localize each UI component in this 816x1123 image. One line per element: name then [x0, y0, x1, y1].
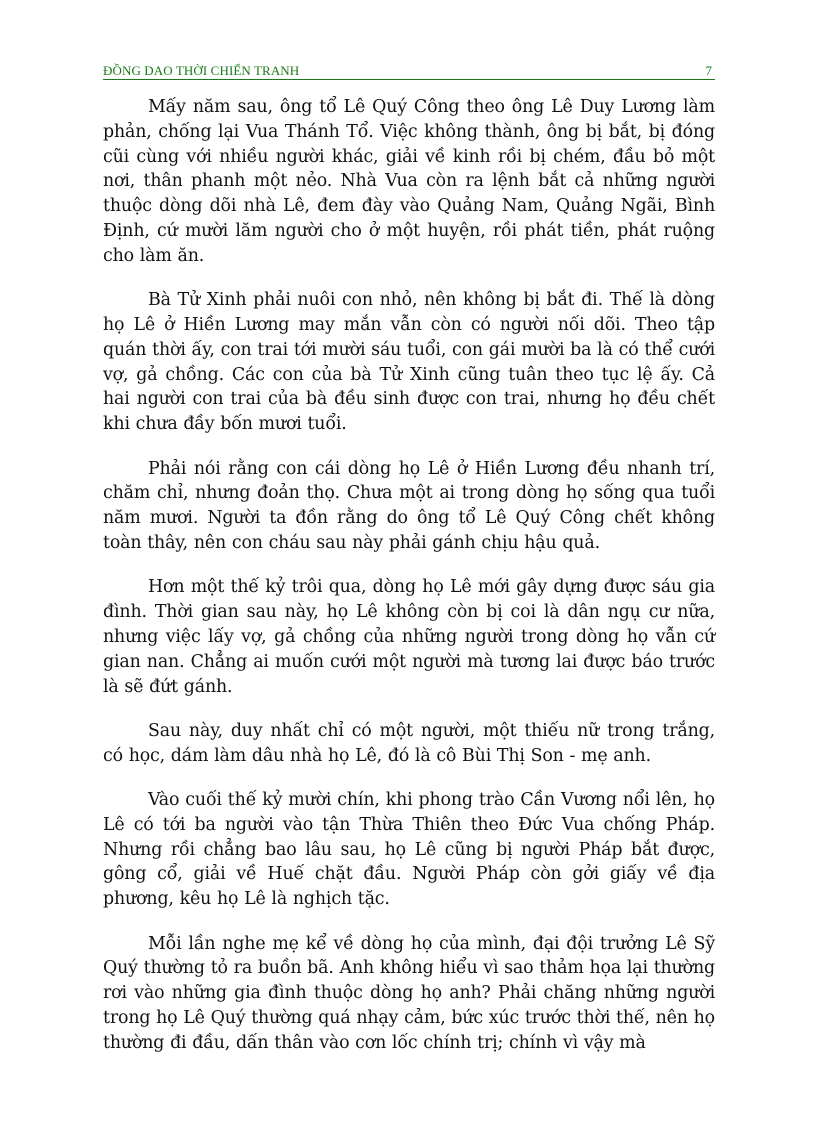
paragraph: Bà Tử Xinh phải nuôi con nhỏ, nên không bị bắt đi. Thế là dòng họ Lê ở Hiền Lương may mắn vẫn còn có người nối dõi. Theo tập quán thời ấy, con trai tới mười sáu tuổi, con gái mười ba là có thể cưới vợ, gả chồng. Các con của bà Tử Xinh cũng tuân theo tục lệ ấy. Cả hai người con trai của bà đều sinh được con trai, nhưng họ đều chết khi chưa đầy bốn mươi tuổi.	[103, 290, 715, 435]
page-number: 7	[705, 63, 712, 78]
paragraph: Vào cuối thế kỷ mười chín, khi phong trào Cần Vương nổi lên, họ Lê có tới ba người vào tận Thừa Thiên theo Đức Vua chống Pháp. Nhưng rồi chẳng bao lâu sau, họ Lê cũng bị người Pháp bắt được, gông cổ, giải về Huế chặt đầu. Người Pháp còn gởi giấy về địa phương, kêu họ Lê là nghịch tặc.	[103, 790, 715, 910]
running-header	[103, 62, 715, 80]
paragraph: Hơn một thế kỷ trôi qua, dòng họ Lê mới gây dựng được sáu gia đình. Thời gian sau này, họ Lê không còn bị coi là dân ngụ cư nữa, nhưng việc lấy vợ, gả chồng của những người trong dòng họ vẫn cứ gian nan. Chẳng ai muốn cưới một người mà tương lai được báo trước là sẽ đứt gánh.	[103, 577, 715, 697]
paragraph: Phải nói rằng con cái dòng họ Lê ở Hiền Lương đều nhanh trí, chăm chỉ, nhưng đoản thọ. Chưa một ai trong dòng họ sống qua tuổi năm mươi. Người ta đồn rằng do ông tổ Lê Quý Công chết không toàn thây, nên con cháu sau này phải gánh chịu hậu quả.	[103, 458, 715, 553]
paragraph: Sau này, duy nhất chỉ có một người, một thiếu nữ trong trắng, có học, dám làm dâu nhà họ Lê, đó là cô Bùi Thị Son - mẹ anh.	[103, 720, 715, 766]
paragraph: Mấy năm sau, ông tổ Lê Quý Công theo ông Lê Duy Lương làm phản, chống lại Vua Thánh Tổ. Việc không thành, ông bị bắt, bị đóng cũi cùng với nhiều người khác, giải về kinh rồi bị chém, đầu bỏ một nơi, thân phanh một nẻo. Nhà Vua còn ra lệnh bắt cả những người thuộc dòng dõi nhà Lê, đem đày vào Quảng Nam, Quảng Ngãi, Bình Định, cứ mười lăm người cho ở một huyện, rồi phát tiền, phát ruộng cho làm ăn.	[103, 97, 715, 266]
paragraph: Mỗi lần nghe mẹ kể về dòng họ của mình, đại đội trưởng Lê Sỹ Quý thường tỏ ra buồn bã. Anh không hiểu vì sao thảm họa lại thường rơi vào những gia đình thuộc dòng họ anh? Phải chăng những người trong họ Lê Quý thường quá nhạy cảm, bức xúc trước thời thế, nên họ thường đi đầu, dấn thân vào cơn lốc chính trị; chính vì vậy mà	[103, 933, 715, 1053]
body-text	[103, 95, 715, 1056]
book-title: ĐỒNG DAO THỜI CHIẾN TRANH	[103, 63, 300, 78]
